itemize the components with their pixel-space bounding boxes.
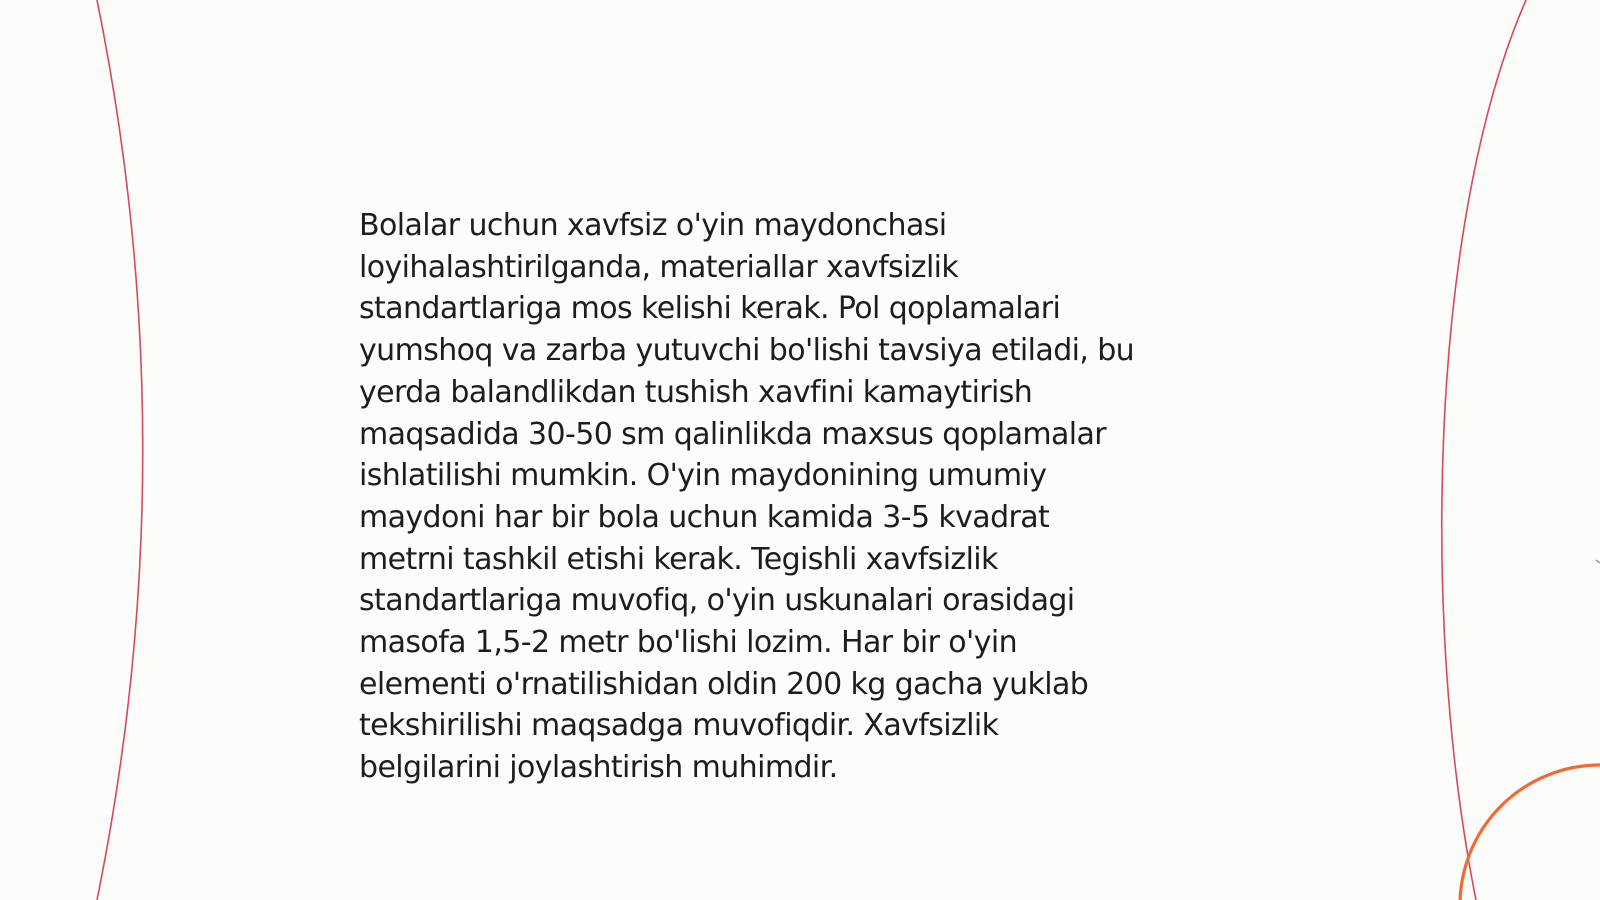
body-paragraph: Bolalar uchun xavfsiz o'yin maydonchasi loyihalashtirilganda, materiallar xavfsizlik standartlariga mos kelishi kerak. Pol qoplamalari yumshoq va zarba yutuvchi bo'lishi tavsiya etiladi, bu yerda balandlikdan tushish xavfini kamaytirish maqsadida 30-50 sm qalinlikda maxsus qoplamalar ishlatilishi mumkin. O'yin maydonining umumiy maydoni har bir bola uchun kamida 3-5 kvadrat metrni tashkil etishi kerak. Tegishli xavfsizlik standartlariga muvofiq, o'yin uskunalari orasidagi masofa 1,5-2 metr bo'lishi lozim. Har bir o'yin elementi o'rnatilishidan oldin 200 kg gacha yuklab tekshirilishi maqsadga muvofiqdir. Xavfsizlik belgilarini joylashtirish muhimdir.	[359, 208, 1135, 786]
orange-accent-arc	[1460, 765, 1600, 900]
right-curve-line	[1442, 0, 1526, 900]
right-edge-tick	[1596, 560, 1600, 563]
left-curve-line	[97, 0, 143, 900]
